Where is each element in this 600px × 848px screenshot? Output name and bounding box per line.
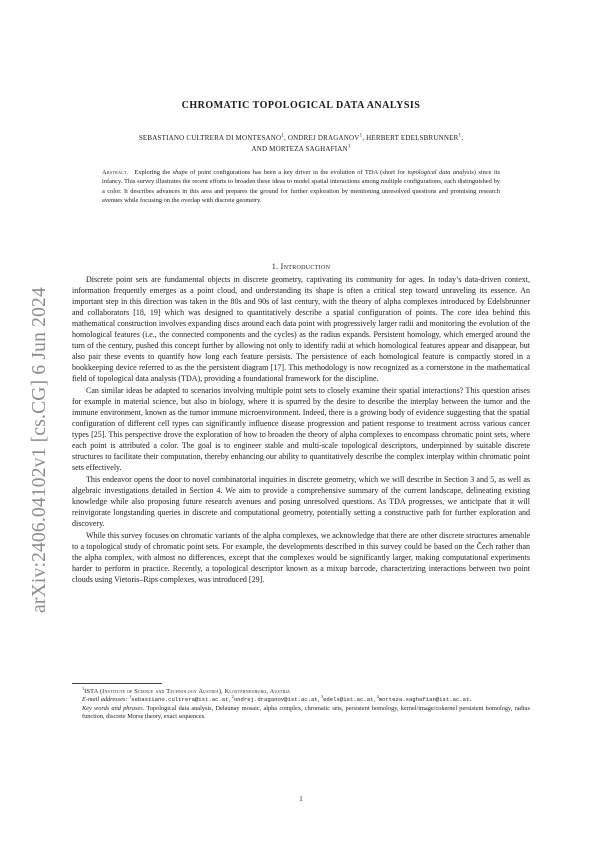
footnote-emails: E-mail addresses: $^1$sebastiano.cultrera@ist.ac.at, $^2$ondrej.draganov@ist.ac.at, $^3$edels@ist.ac.at, $^4$morteza.saghafian@ist.ac.at. (82, 694, 471, 704)
author-1: SEBASTIANO CULTRERA DI MONTESANO (138, 134, 282, 142)
email-1[interactable]: sebastiano.cultrera@ist.ac.at (131, 696, 229, 704)
affiliation-text: ISTA (Institute of Science and Technology Austria), Klosterneuburg, Austria (84, 688, 291, 695)
email-4[interactable]: morteza.saghafian@ist.ac.at (378, 696, 470, 704)
footnote-keywords (72, 705, 530, 722)
author-4: AND MORTEZA SAGHAFIAN (251, 145, 348, 153)
email-1-mark: 1 (129, 694, 132, 700)
email-4-mark: 4 (376, 694, 379, 700)
keywords-label: Key words and phrases. (82, 704, 145, 712)
abstract-label: Abstract. (102, 169, 129, 176)
email-3-mark: 3 (320, 694, 324, 700)
page-number: 1 (299, 795, 303, 803)
author-separator: , (362, 134, 367, 142)
author-list (72, 133, 530, 155)
paper-title: CHROMATIC TOPOLOGICAL DATA ANALYSIS (181, 100, 421, 111)
abstract-emphasis-shape: shape (172, 169, 188, 176)
author-4-mark: 1 (347, 144, 351, 150)
author-1-mark: 1 (281, 133, 285, 139)
paragraph-1: Discrete point sets are fundamental objects in discrete geometry, captivating its community for ages. In today’s data-driven context, information frequently emerges as a point cloud, and understanding its shape is often a critical step toward unraveling its essence. An important step in this direction was taken in the 80s and 90s of last century, with the theory of alpha complexes introduced by Edelsbrunner and collaborators [18, 19] which was designed to quantitatively describe a spatial configuration of points. The core idea behind this mathematical construction involves expanding discs around each data point with progressively larger radii and monitoring the evolution of the homological features (i.e., the connected components and the cycles) as the radius expands. Persistent homology, which emerged around the turn of the century, pushed this concept further by allowing not only to identify radii at which homological features appear and disappear, but also pair these events to quantify how long each feature persists. The persistence of each homological feature is compactly stored in a bookkeeping device referred to as the the persistent diagram [17]. This methodology is now recognized as a cornerstone in the mathematical field of topological data analysis (TDA), providing a foundational framework for the discipline. (72, 275, 530, 383)
arxiv-identifier-text: arXiv:2406.04102v1 [cs.CG] 6 Jun 2024 (29, 287, 50, 613)
section-heading-introduction (72, 262, 530, 271)
paragraph-2: Can similar ideas be adapted to scenarios involving multiple point sets to closely examine their spatial interactions? This question arises for example in material science, but also in biology, where it is spurred by the desire to describe the interplay between the tumor and the immune environment, known as the tumor immune microenvironment. Indeed, there is a growing body of evidence suggesting that the spatial configuration of different cell types can significantly influence disease progression and patient response to treatment across various cancer types [25]. This perspective drove the exploration of how to broaden the theory of alpha complexes to encompass chromatic point sets, where each point is attributed a color. The goal is to engineer stable and multi-scale topological descriptors, underpinned by suitable discrete structures to facilitate their computation, thereby enhancing our ability to quantitatively describe the complex interplay within chromatic point sets effectively. (72, 386, 530, 472)
arxiv-identifier-stamp (20, 260, 60, 640)
abstract-text-2: of point configurations has been a key driver in the evolution of TDA (short for (187, 169, 408, 176)
paragraph-4: While this survey focuses on chromatic variants of the alpha complexes, we acknowledge that there are other discrete structures amenable to a topological study of chromatic point sets. For example, the developments described in this survey could be based on the Čech rather than the alpha complex, with almost no differences, except that the complexes would be significantly larger, making computational experiments harder to perform in practice. Recently, a topological descriptor known as a mixup barcode, characterizing interactions between two point clouds using Vietoris–Rips complexes, was introduced [29]. (72, 531, 530, 585)
abstract (102, 168, 500, 205)
paragraph-3: This endeavor opens the door to novel combinatorial inquiries in discrete geometry, which we will describe in Section 3 and 5, as well as algebraic investigations detailed in Section 4. We aim to provide a comprehensive summary of the current landscape, delineating existing knowledge while also proposing future research avenues and posing unresolved questions. As TDA progresses, we anticipate that it will reinvigorate longstanding queries in discrete and computational geometry, potentially setting a constructive path for further exploration and discovery. (72, 475, 530, 528)
footnote-divider (72, 683, 162, 684)
author-2: ONDREJ DRAGANOV (287, 134, 360, 142)
author-3: HERBERT EDELSBRUNNER (366, 134, 459, 142)
author-2-mark: 1 (359, 133, 363, 139)
affiliation-mark: 1 (82, 685, 85, 691)
keywords-text: Topological data analysis, Delaunay mosaic, alpha complex, chromatic sets, persistent homology, kernel/image/cokernel persistent homology, radius function, discrete Morse theory, exact sequences. (82, 704, 530, 720)
abstract-emphasis-tda: topological data analysis (407, 169, 474, 176)
section-title: Introduction (280, 262, 331, 271)
author-separator: , (461, 134, 464, 142)
email-3[interactable]: edels@ist.ac.at (323, 696, 374, 704)
section-number: 1. (271, 262, 279, 271)
author-separator: , (284, 134, 288, 142)
abstract-text-3: ) since its infancy. This survey illustrates the recent efforts to broaden these ideas to model spatial interactions among multiple configurations, each distinguished by a color. It describes advances in this area and prepares the ground for further exploration by mentioning unresolved questions and promising research avenues while focusing on the overlap with discrete geometry. (102, 169, 500, 204)
email-2[interactable]: ondrej.draganov@ist.ac.at (233, 696, 318, 704)
email-2-mark: 2 (231, 694, 234, 700)
author-3-mark: 1 (458, 133, 462, 139)
email-label: E-mail addresses: (82, 696, 128, 704)
footnotes (72, 685, 530, 721)
body-text (72, 275, 530, 588)
abstract-text-1: Exploring the (134, 169, 173, 176)
